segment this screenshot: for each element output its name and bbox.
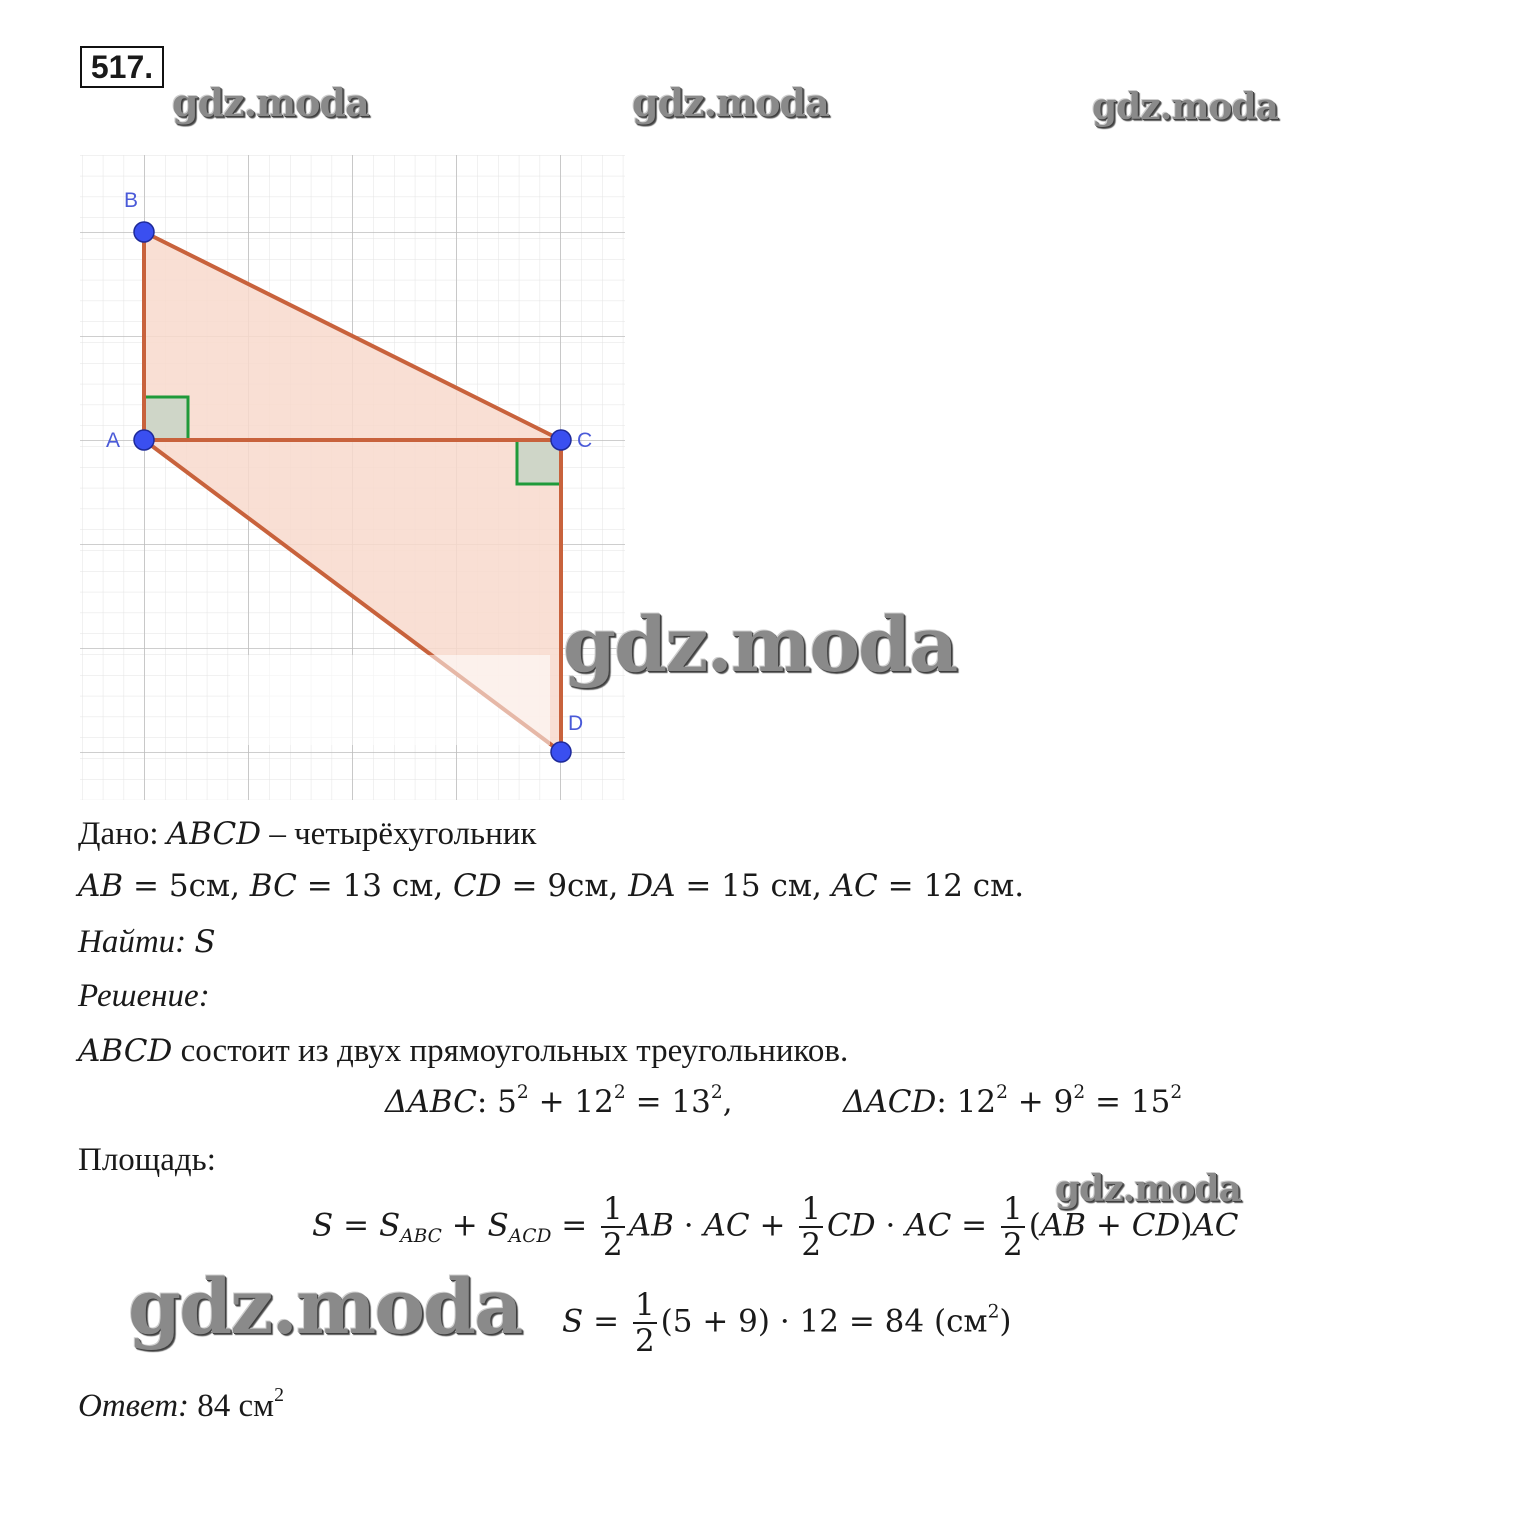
pythagoras-acd: ΔACD: $12^2 + 9^2 = 15^2$ <box>843 1082 1183 1120</box>
solution-figure: ABCD <box>78 1033 173 1069</box>
quadrilateral-figure <box>80 155 625 800</box>
point-b <box>134 222 154 242</box>
solution-line-1-text: состоит из двух прямоугольных треугольников. <box>180 1033 849 1069</box>
watermark-4: gdz.moda <box>563 600 957 689</box>
watermark-1: gdz.moda <box>172 80 369 125</box>
given-ab-name: AB <box>78 868 124 904</box>
solution-label-text: Решение <box>78 978 199 1014</box>
given-bc-name: BC <box>249 868 297 904</box>
answer-unit-power: 2 <box>274 1384 284 1407</box>
find-label: Найти <box>78 924 176 960</box>
given-line <box>78 814 536 854</box>
watermark-smear <box>230 655 550 745</box>
answer-line <box>78 1386 284 1426</box>
given-ac-value: 12 см. <box>923 868 1025 904</box>
given-values: AB = 5см, BC = 13 см, CD = 9см, DA = 15 см, AC = 12 см. <box>78 868 1025 904</box>
given-cd-name: CD <box>453 868 502 904</box>
point-c <box>551 430 571 450</box>
watermark-6: gdz.moda <box>128 1262 522 1351</box>
solution-line-1 <box>78 1031 848 1071</box>
triangle-acd: ΔACD <box>843 1084 937 1120</box>
given-da-value: 15 см <box>721 868 812 904</box>
area-computation: S = $\frac{1}{2}$ (5 + 9) · 12 = 84 $(см^2)$ <box>562 1287 1012 1360</box>
label-c: C <box>577 429 593 452</box>
given-cd-value: 9см <box>547 868 609 904</box>
given-ac-name: AC <box>831 868 878 904</box>
triangle-abc: ΔABC <box>385 1084 477 1120</box>
find-value: S <box>194 924 216 960</box>
answer-label: Ответ: <box>78 1388 190 1424</box>
given-desc: – четырёхугольник <box>269 816 537 852</box>
watermark-5: gdz.moda <box>1055 1168 1241 1210</box>
given-da-name: DA <box>628 868 676 904</box>
label-d: D <box>568 712 584 735</box>
given-ab-value: 5см <box>168 868 231 904</box>
find-line: Найти: S <box>78 924 216 960</box>
watermark-2: gdz.moda <box>632 80 829 125</box>
watermark-3: gdz.moda <box>1092 86 1278 128</box>
label-a: A <box>106 429 121 452</box>
problem-number: 517. <box>80 46 164 88</box>
label-b: B <box>124 189 139 212</box>
pythagoras-abc: ΔABC: $5^2 + 12^2 = 13^2$, <box>385 1082 733 1120</box>
area-formula: $S = S_{ABC} + S_{ACD}$ = $\frac{1}{2}$ AB · AC + $\frac{1}{2}$ CD · AC = $\frac{1}{2}$ (AB + CD)AC <box>312 1191 1239 1264</box>
answer-value: 84 см <box>197 1388 275 1424</box>
given-bc-value: 13 см <box>342 868 434 904</box>
area-label: Площадь: <box>78 1142 216 1178</box>
point-a <box>134 430 154 450</box>
given-figure: ABCD <box>166 816 262 852</box>
given-label: Дано: <box>78 816 159 852</box>
point-d <box>551 742 571 762</box>
solution-label: Решение: <box>78 978 210 1014</box>
